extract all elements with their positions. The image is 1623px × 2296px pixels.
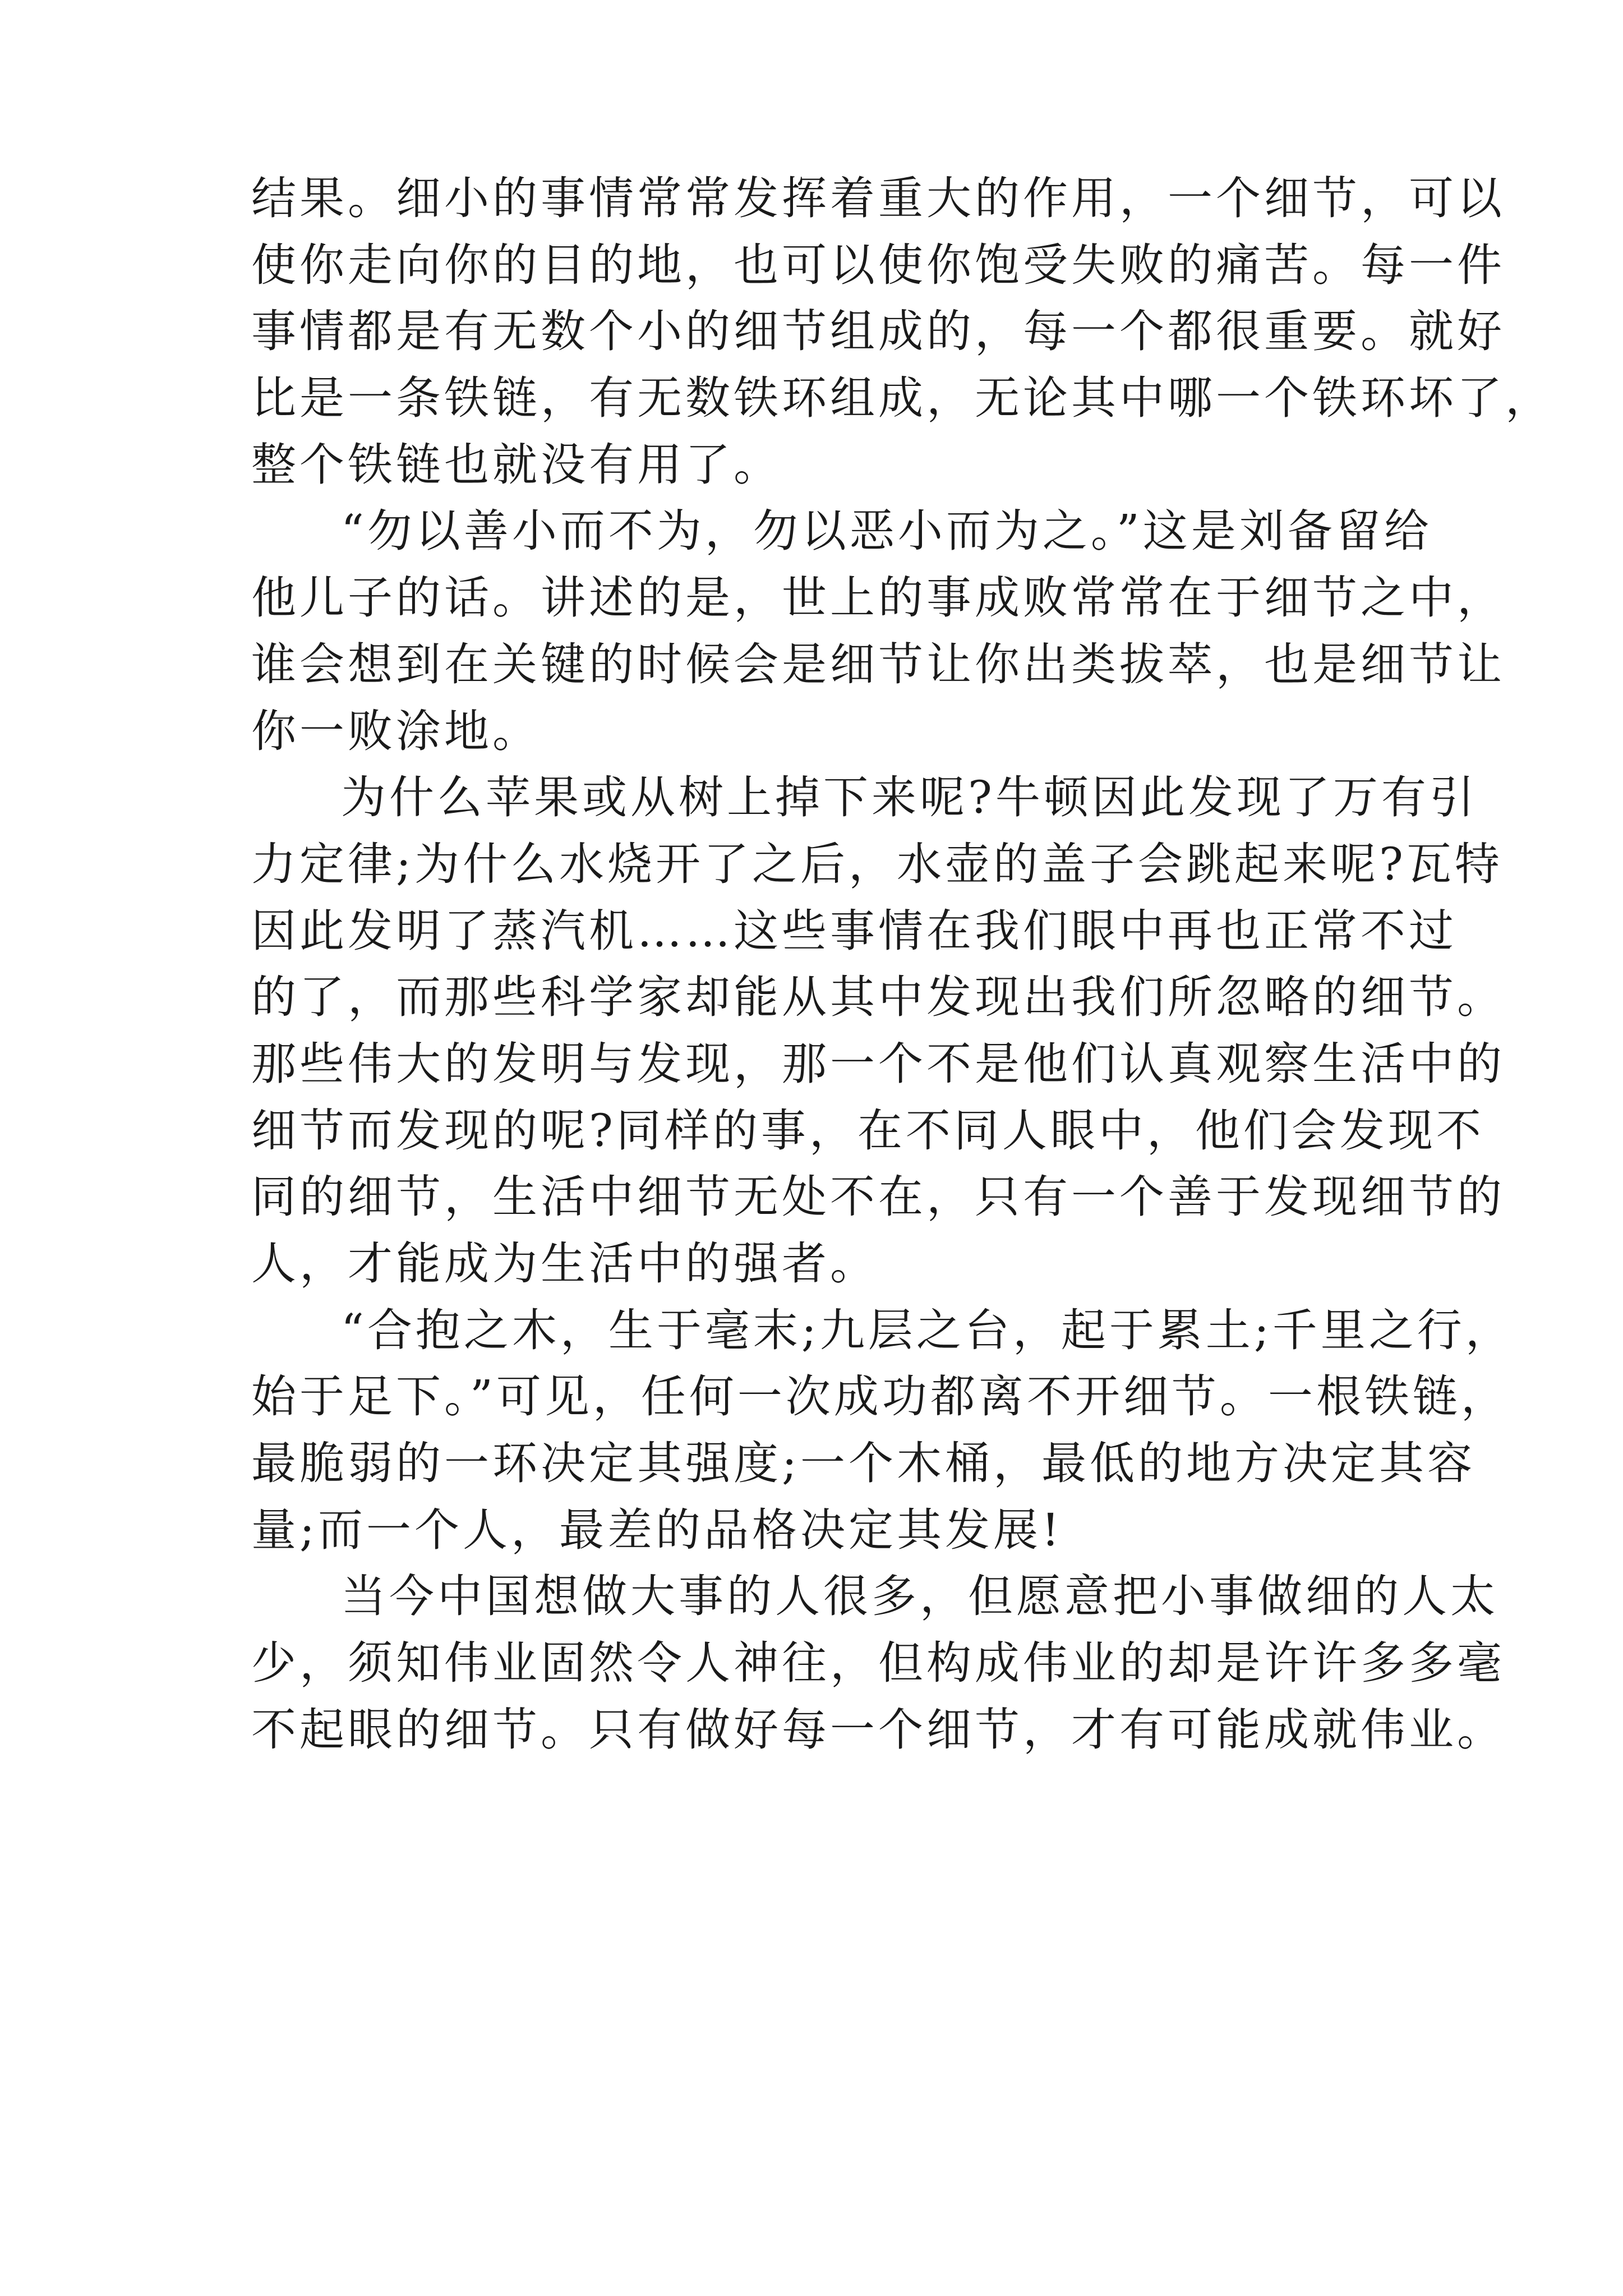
text-line: 他儿子的话。讲述的是，世上的事成败常常在于细节之中，	[251, 572, 1505, 624]
text-line: 始于足下。”可见，任何一次成功都离不开细节。一根铁链，	[251, 1370, 1509, 1423]
text-line: 同的细节，生活中细节无处不在，只有一个善于发现细节的	[251, 1171, 1505, 1223]
text-line: 最脆弱的一环决定其强度;一个木桶，最低的地方决定其容	[251, 1437, 1476, 1490]
text-line: 少，须知伟业固然令人神往，但构成伟业的却是许许多多毫	[251, 1637, 1505, 1690]
body-text	[251, 165, 1553, 1764]
text-line: 整个铁链也就没有用了。	[251, 438, 782, 491]
text-line: 为什么苹果或从树上掉下来呢?牛顿因此发现了万有引	[341, 771, 1478, 824]
text-line: “合抱之木，生于毫末;九层之台，起于累土;千里之行，	[341, 1304, 1514, 1356]
text-line: 细节而发现的呢?同样的事，在不同人眼中，他们会发现不	[251, 1104, 1484, 1157]
text-line: 结果。细小的事情常常发挥着重大的作用，一个细节，可以	[251, 172, 1505, 224]
text-line: 人，才能成为生活中的强者。	[251, 1237, 878, 1290]
text-line: 你一败涂地。	[251, 705, 541, 757]
text-line: 事情都是有无数个小的细节组成的，每一个都很重要。就好	[251, 305, 1505, 358]
text-line: 使你走向你的目的地，也可以使你饱受失败的痛苦。每一件	[251, 238, 1505, 291]
text-line: 力定律;为什么水烧开了之后，水壶的盖子会跳起来呢?瓦特	[251, 838, 1503, 890]
text-line: 那些伟大的发明与发现，那一个不是他们认真观察生活中的	[251, 1037, 1505, 1090]
text-line: 的了，而那些科学家却能从其中发现出我们所忽略的细节。	[251, 971, 1505, 1024]
text-line: 当今中国想做大事的人很多，但愿意把小事做细的人太	[341, 1570, 1498, 1623]
text-line: 量;而一个人，最差的品格决定其发展!	[251, 1503, 1063, 1556]
text-line: 谁会想到在关键的时候会是细节让你出类拔萃，也是细节让	[251, 638, 1505, 691]
text-line: 不起眼的细节。只有做好每一个细节，才有可能成就伟业。	[251, 1703, 1505, 1756]
text-line: 因此发明了蒸汽机……这些事情在我们眼中再也正常不过	[251, 904, 1457, 957]
text-line: “勿以善小而不为，勿以恶小而为之。”这是刘备留给	[341, 505, 1432, 558]
text-line: 比是一条铁链，有无数铁环组成，无论其中哪一个铁环坏了，	[251, 372, 1553, 425]
